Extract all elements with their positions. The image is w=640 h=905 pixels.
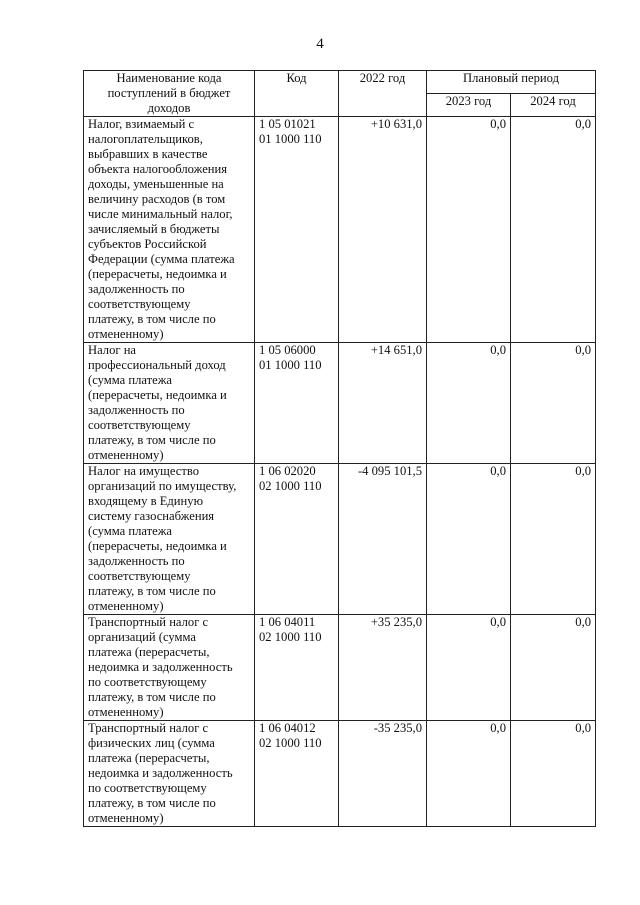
- cell-name-line: платежу, в том числе по: [88, 690, 216, 704]
- table-row: [84, 721, 596, 827]
- cell-name-line: задолженность по: [88, 554, 185, 568]
- cell-name: [84, 615, 255, 721]
- header-planned-period: Плановый период: [427, 71, 596, 94]
- cell-code: [255, 615, 339, 721]
- cell-value-2024: 0,0: [511, 343, 596, 464]
- cell-value-2023: 0,0: [427, 464, 511, 615]
- cell-name-line: (перерасчеты, недоимка и: [88, 388, 227, 402]
- table-body: [84, 117, 596, 827]
- cell-code: [255, 343, 339, 464]
- cell-value-2024: 0,0: [511, 464, 596, 615]
- cell-value-2023: 0,0: [427, 343, 511, 464]
- cell-code-line: 01 1000 110: [259, 358, 322, 372]
- header-name-line: поступлений в бюджет: [107, 86, 231, 100]
- cell-name-line: величину расходов (в том: [88, 192, 226, 206]
- header-code: Код: [255, 71, 339, 117]
- cell-name-line: Федерации (сумма платежа: [88, 252, 235, 266]
- cell-code: [255, 721, 339, 827]
- table-row: [84, 343, 596, 464]
- cell-name: [84, 464, 255, 615]
- cell-code-line: 1 06 04011: [259, 615, 316, 629]
- cell-name-line: зачисляемый в бюджеты: [88, 222, 220, 236]
- cell-name-line: соответствующему: [88, 418, 191, 432]
- cell-name-line: (сумма платежа: [88, 373, 173, 387]
- cell-name-line: организаций по имуществу,: [88, 479, 237, 493]
- table-row: [84, 464, 596, 615]
- cell-name-line: платежу, в том числе по: [88, 584, 216, 598]
- cell-value-2024: 0,0: [511, 117, 596, 343]
- cell-name-line: числе минимальный налог,: [88, 207, 233, 221]
- header-year-2024: 2024 год: [511, 94, 596, 117]
- cell-name-line: (перерасчеты, недоимка и: [88, 539, 227, 553]
- cell-name-line: Транспортный налог с: [88, 721, 209, 735]
- cell-name-line: задолженность по: [88, 403, 185, 417]
- cell-value-2024: 0,0: [511, 615, 596, 721]
- cell-name-line: Налог, взимаемый с: [88, 117, 195, 131]
- cell-name-line: отмененному): [88, 599, 164, 613]
- cell-value-2024: 0,0: [511, 721, 596, 827]
- cell-name-line: профессиональный доход: [88, 358, 226, 372]
- cell-name-line: отмененному): [88, 705, 164, 719]
- cell-code-line: 02 1000 110: [259, 736, 322, 750]
- cell-name-line: платежа (перерасчеты,: [88, 645, 210, 659]
- cell-name-line: соответствующему: [88, 297, 191, 311]
- cell-value-2022: +14 651,0: [339, 343, 427, 464]
- cell-code-line: 1 06 04012: [259, 721, 316, 735]
- cell-name-line: Транспортный налог с: [88, 615, 209, 629]
- cell-name-line: Налог на имущество: [88, 464, 200, 478]
- cell-name-line: отмененному): [88, 811, 164, 825]
- cell-code-line: 01 1000 110: [259, 132, 322, 146]
- cell-name: [84, 117, 255, 343]
- cell-value-2022: +35 235,0: [339, 615, 427, 721]
- cell-code: [255, 117, 339, 343]
- cell-name: [84, 343, 255, 464]
- cell-name-line: организаций (сумма: [88, 630, 196, 644]
- cell-name-line: недоимка и задолженность: [88, 660, 233, 674]
- cell-value-2022: -4 095 101,5: [339, 464, 427, 615]
- header-row-top: [84, 71, 596, 94]
- cell-name-line: платежу, в том числе по: [88, 796, 216, 810]
- cell-name-line: отмененному): [88, 448, 164, 462]
- cell-name-line: недоимка и задолженность: [88, 766, 233, 780]
- header-name: [84, 71, 255, 117]
- cell-name: [84, 721, 255, 827]
- header-year-2023: 2023 год: [427, 94, 511, 117]
- cell-name-line: отмененному): [88, 327, 164, 341]
- cell-name-line: доходы, уменьшенные на: [88, 177, 224, 191]
- cell-name-line: платежу, в том числе по: [88, 433, 216, 447]
- cell-name-line: по соответствующему: [88, 781, 207, 795]
- table-row: [84, 117, 596, 343]
- cell-code-line: 1 05 06000: [259, 343, 316, 357]
- cell-name-line: платежа (перерасчеты,: [88, 751, 210, 765]
- cell-name-line: выбравших в качестве: [88, 147, 208, 161]
- cell-value-2022: +10 631,0: [339, 117, 427, 343]
- header-name-line: Наименование кода: [116, 71, 222, 85]
- cell-name-line: (сумма платежа: [88, 524, 173, 538]
- cell-value-2022: -35 235,0: [339, 721, 427, 827]
- header-year-2022: 2022 год: [339, 71, 427, 117]
- cell-name-line: налогоплательщиков,: [88, 132, 203, 146]
- page-number: 4: [316, 36, 324, 52]
- cell-name-line: входящему в Единую: [88, 494, 203, 508]
- cell-name-line: физических лиц (сумма: [88, 736, 215, 750]
- cell-name-line: субъектов Российской: [88, 237, 207, 251]
- cell-code: [255, 464, 339, 615]
- cell-name-line: систему газоснабжения: [88, 509, 215, 523]
- cell-code-line: 02 1000 110: [259, 479, 322, 493]
- cell-name-line: по соответствующему: [88, 675, 207, 689]
- cell-value-2023: 0,0: [427, 721, 511, 827]
- cell-code-line: 1 06 02020: [259, 464, 316, 478]
- cell-name-line: (перерасчеты, недоимка и: [88, 267, 227, 281]
- cell-name-line: объекта налогообложения: [88, 162, 228, 176]
- cell-value-2023: 0,0: [427, 615, 511, 721]
- cell-code-line: 1 05 01021: [259, 117, 316, 131]
- cell-name-line: задолженность по: [88, 282, 185, 296]
- header-name-line: доходов: [147, 101, 191, 115]
- cell-name-line: платежу, в том числе по: [88, 312, 216, 326]
- cell-code-line: 02 1000 110: [259, 630, 322, 644]
- table-row: [84, 615, 596, 721]
- revenue-table: [83, 70, 596, 827]
- cell-name-line: соответствующему: [88, 569, 191, 583]
- cell-name-line: Налог на: [88, 343, 137, 357]
- cell-value-2023: 0,0: [427, 117, 511, 343]
